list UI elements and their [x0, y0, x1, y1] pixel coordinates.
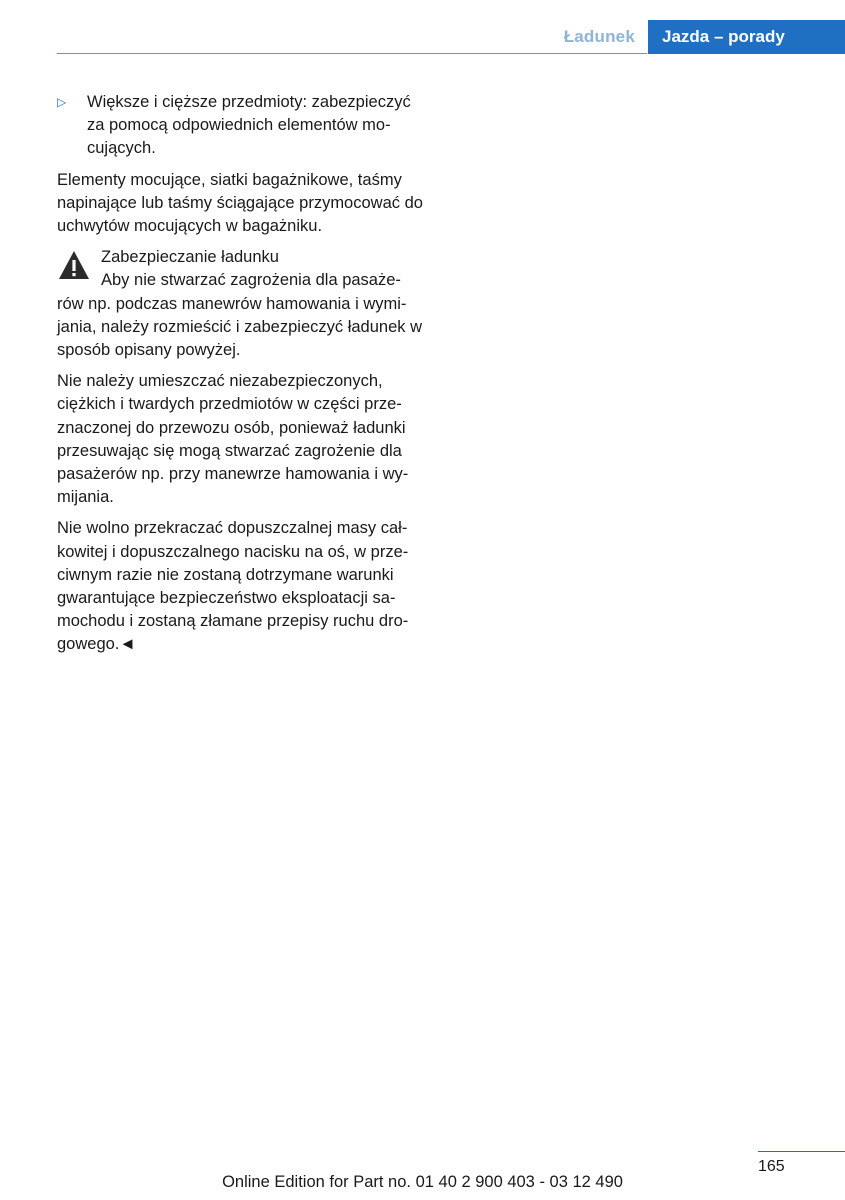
paragraph-fastening: Elementy mocujące, siatki bagażnikowe, taśmy napinające lub taśmy ściągające przymocować do uchwytów mocujących w bagażniku. [57, 170, 423, 236]
bullet-item [57, 91, 425, 161]
header-chapter-label: Jazda – porady [662, 27, 785, 46]
paragraph-weight-limit: Nie wolno przekraczać dopuszczalnej masy cał-kowitej i dopuszczalnego nacisku na oś, w prze-ciwnym razie nie zostaną dotrzymane warunki gwarantujące bezpieczeństwo eksploatacji sa-mochodu i zostaną złamane przepisy ruchu dro-gowego.◄ [57, 519, 409, 654]
header-section-title: Ładunek [563, 27, 635, 46]
warning-text-rest: rów np. podczas manewrów hamowania i wymi-jania, należy rozmieścić i zabezpieczyć ładunek w sposób opisany powyżej. [57, 294, 422, 360]
header-chapter-tab [648, 20, 845, 54]
page-content [57, 91, 425, 665]
warning-block [57, 246, 425, 362]
header-rule [57, 53, 647, 54]
warning-title: Zabezpieczanie ładunku [101, 248, 279, 267]
bullet-text: Większe i cięższe przedmioty: zabezpieczyć za pomocą odpowiednich elementów mo-cujących. [87, 93, 411, 158]
warning-text-first-line: Aby nie stwarzać zagrożenia dla pasaże- [101, 271, 401, 290]
warning-text [57, 269, 425, 362]
edition-footer: Online Edition for Part no. 01 40 2 900 403 - 03 12 490 [222, 1173, 623, 1191]
footer-rule [758, 1151, 845, 1152]
triangle-bullet-icon: ▷ [57, 95, 67, 109]
page-number: 165 [758, 1158, 785, 1175]
warning-triangle-icon [57, 248, 91, 282]
paragraph-passenger-area: Nie należy umieszczać niezabezpieczonych, ciężkich i twardych przedmiotów w części prze-znaczonej do przewozu osób, ponieważ ładunki przesuwając się mogą stwarzać zagrożenie dla pasażerów np. przy manewrze hamowania i wy-mijania. [57, 372, 409, 507]
